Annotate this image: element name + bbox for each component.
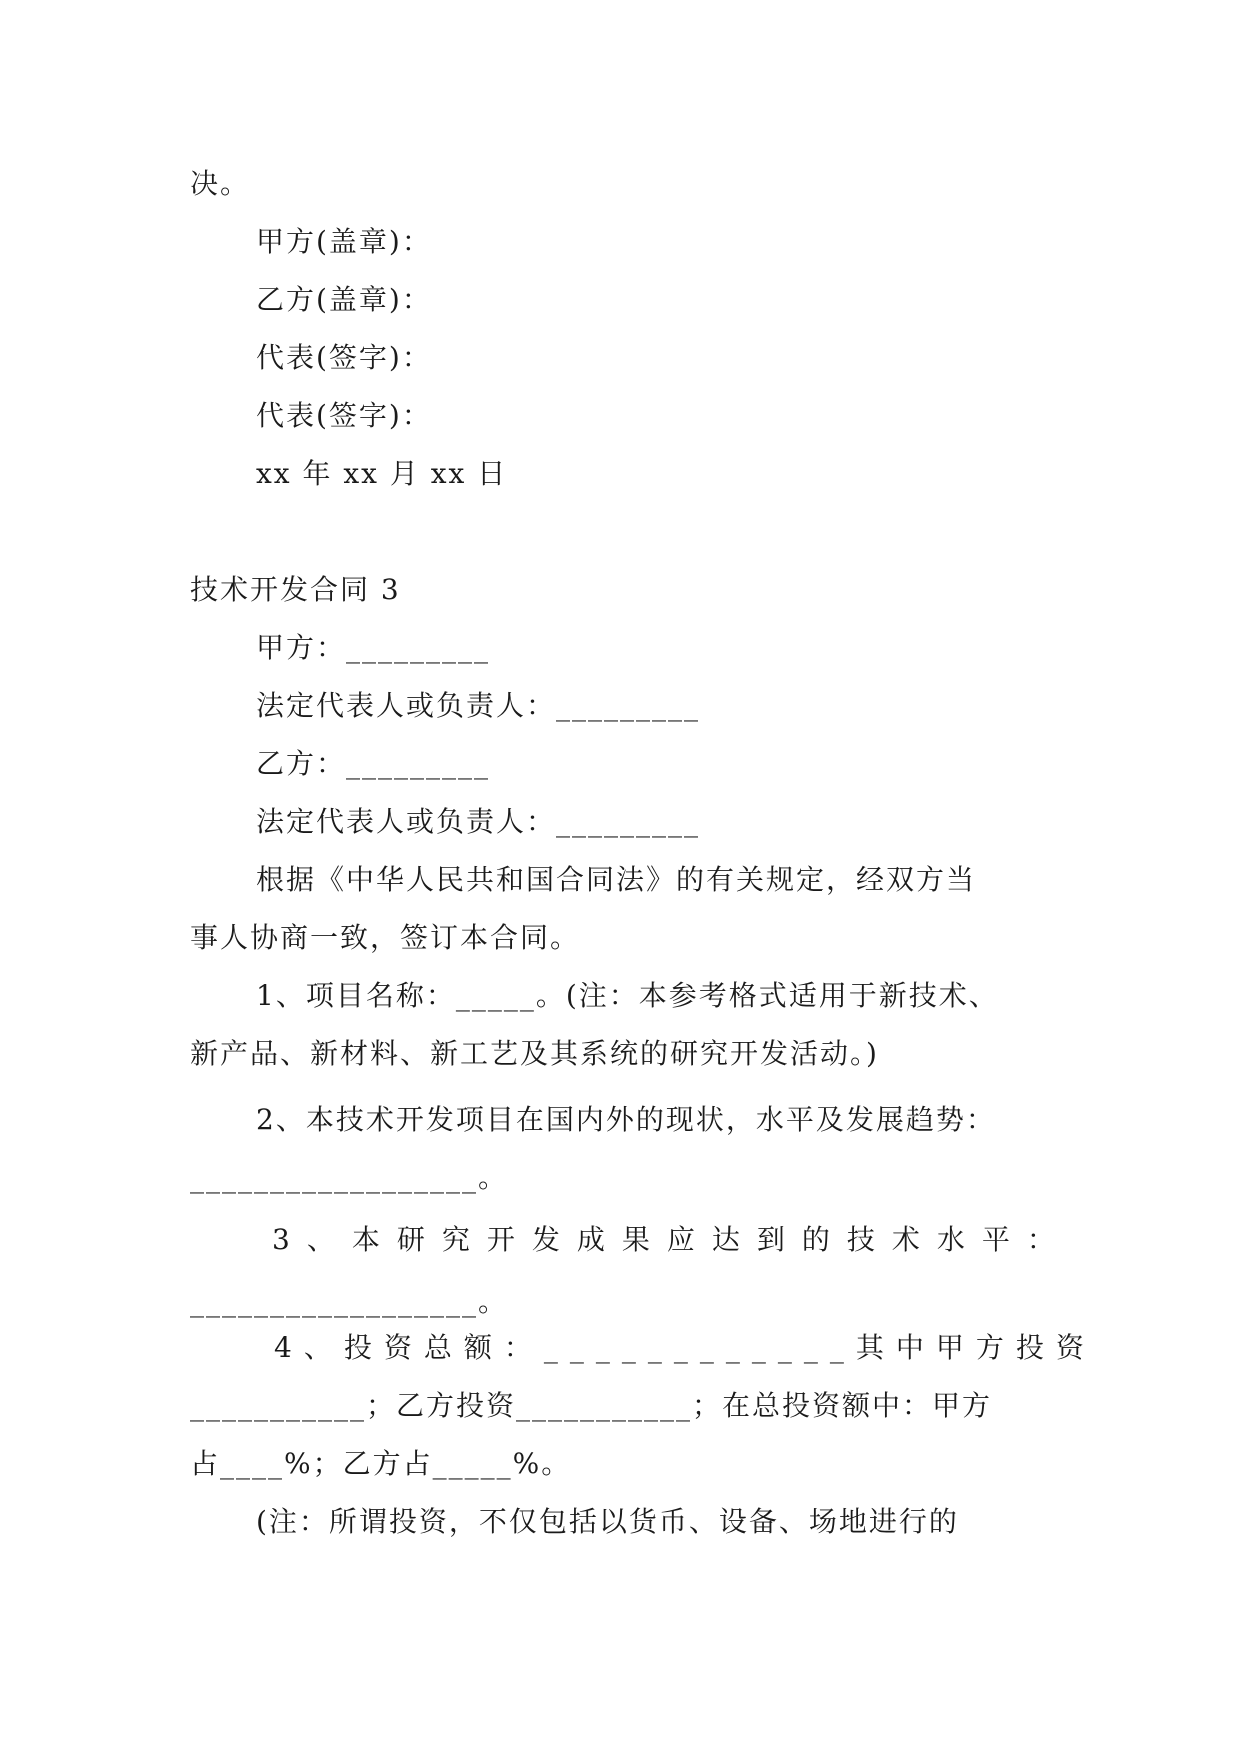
clause-1-line-1: 1、项目名称：_____。(注：本参考格式适用于新技术、 (256, 979, 999, 1012)
representative-sign-line-2: 代表(签字)： (256, 399, 432, 432)
clause-2-line-1: 2、本技术开发项目在国内外的现状，水平及发展趋势： (256, 1103, 996, 1136)
party-a-line: 甲方：_________ (256, 631, 491, 664)
date-line: xx 年 xx 月 xx 日 (256, 457, 508, 490)
note-line-1: (注：所谓投资，不仅包括以货币、设备、场地进行的 (256, 1505, 959, 1538)
preamble-line-2: 事人协商一致，签订本合同。 (190, 921, 581, 954)
party-a-legal-rep-line: 法定代表人或负责人：_________ (256, 689, 701, 722)
clause-2-line-2: __________________。 (190, 1161, 509, 1194)
contract-title: 技术开发合同 3 (190, 573, 401, 606)
party-a-seal-line: 甲方(盖章)： (256, 225, 432, 258)
clause-3-line-2: __________________。 (190, 1285, 509, 1318)
party-b-line: 乙方：_________ (256, 747, 491, 780)
clause-1-line-2: 新产品、新材料、新工艺及其系统的研究开发活动。) (190, 1037, 879, 1070)
preamble-line-1: 根据《中华人民共和国合同法》的有关规定，经双方当 (256, 863, 977, 896)
clause-3-line-1: 3、本研究开发成果应达到的技术水平： (272, 1223, 1072, 1256)
representative-sign-line-1: 代表(签字)： (256, 341, 432, 374)
party-b-seal-line: 乙方(盖章)： (256, 283, 432, 316)
party-b-legal-rep-line: 法定代表人或负责人：_________ (256, 805, 701, 838)
clause-4-line-3: 占____%；乙方占_____%。 (190, 1447, 572, 1480)
text-line-prev-end: 决。 (190, 167, 251, 200)
clause-4-line-1: 4、投资总额：____________其中甲方投资 (274, 1331, 1096, 1364)
clause-4-line-2: ___________；乙方投资___________；在总投资额中：甲方 (190, 1389, 993, 1422)
